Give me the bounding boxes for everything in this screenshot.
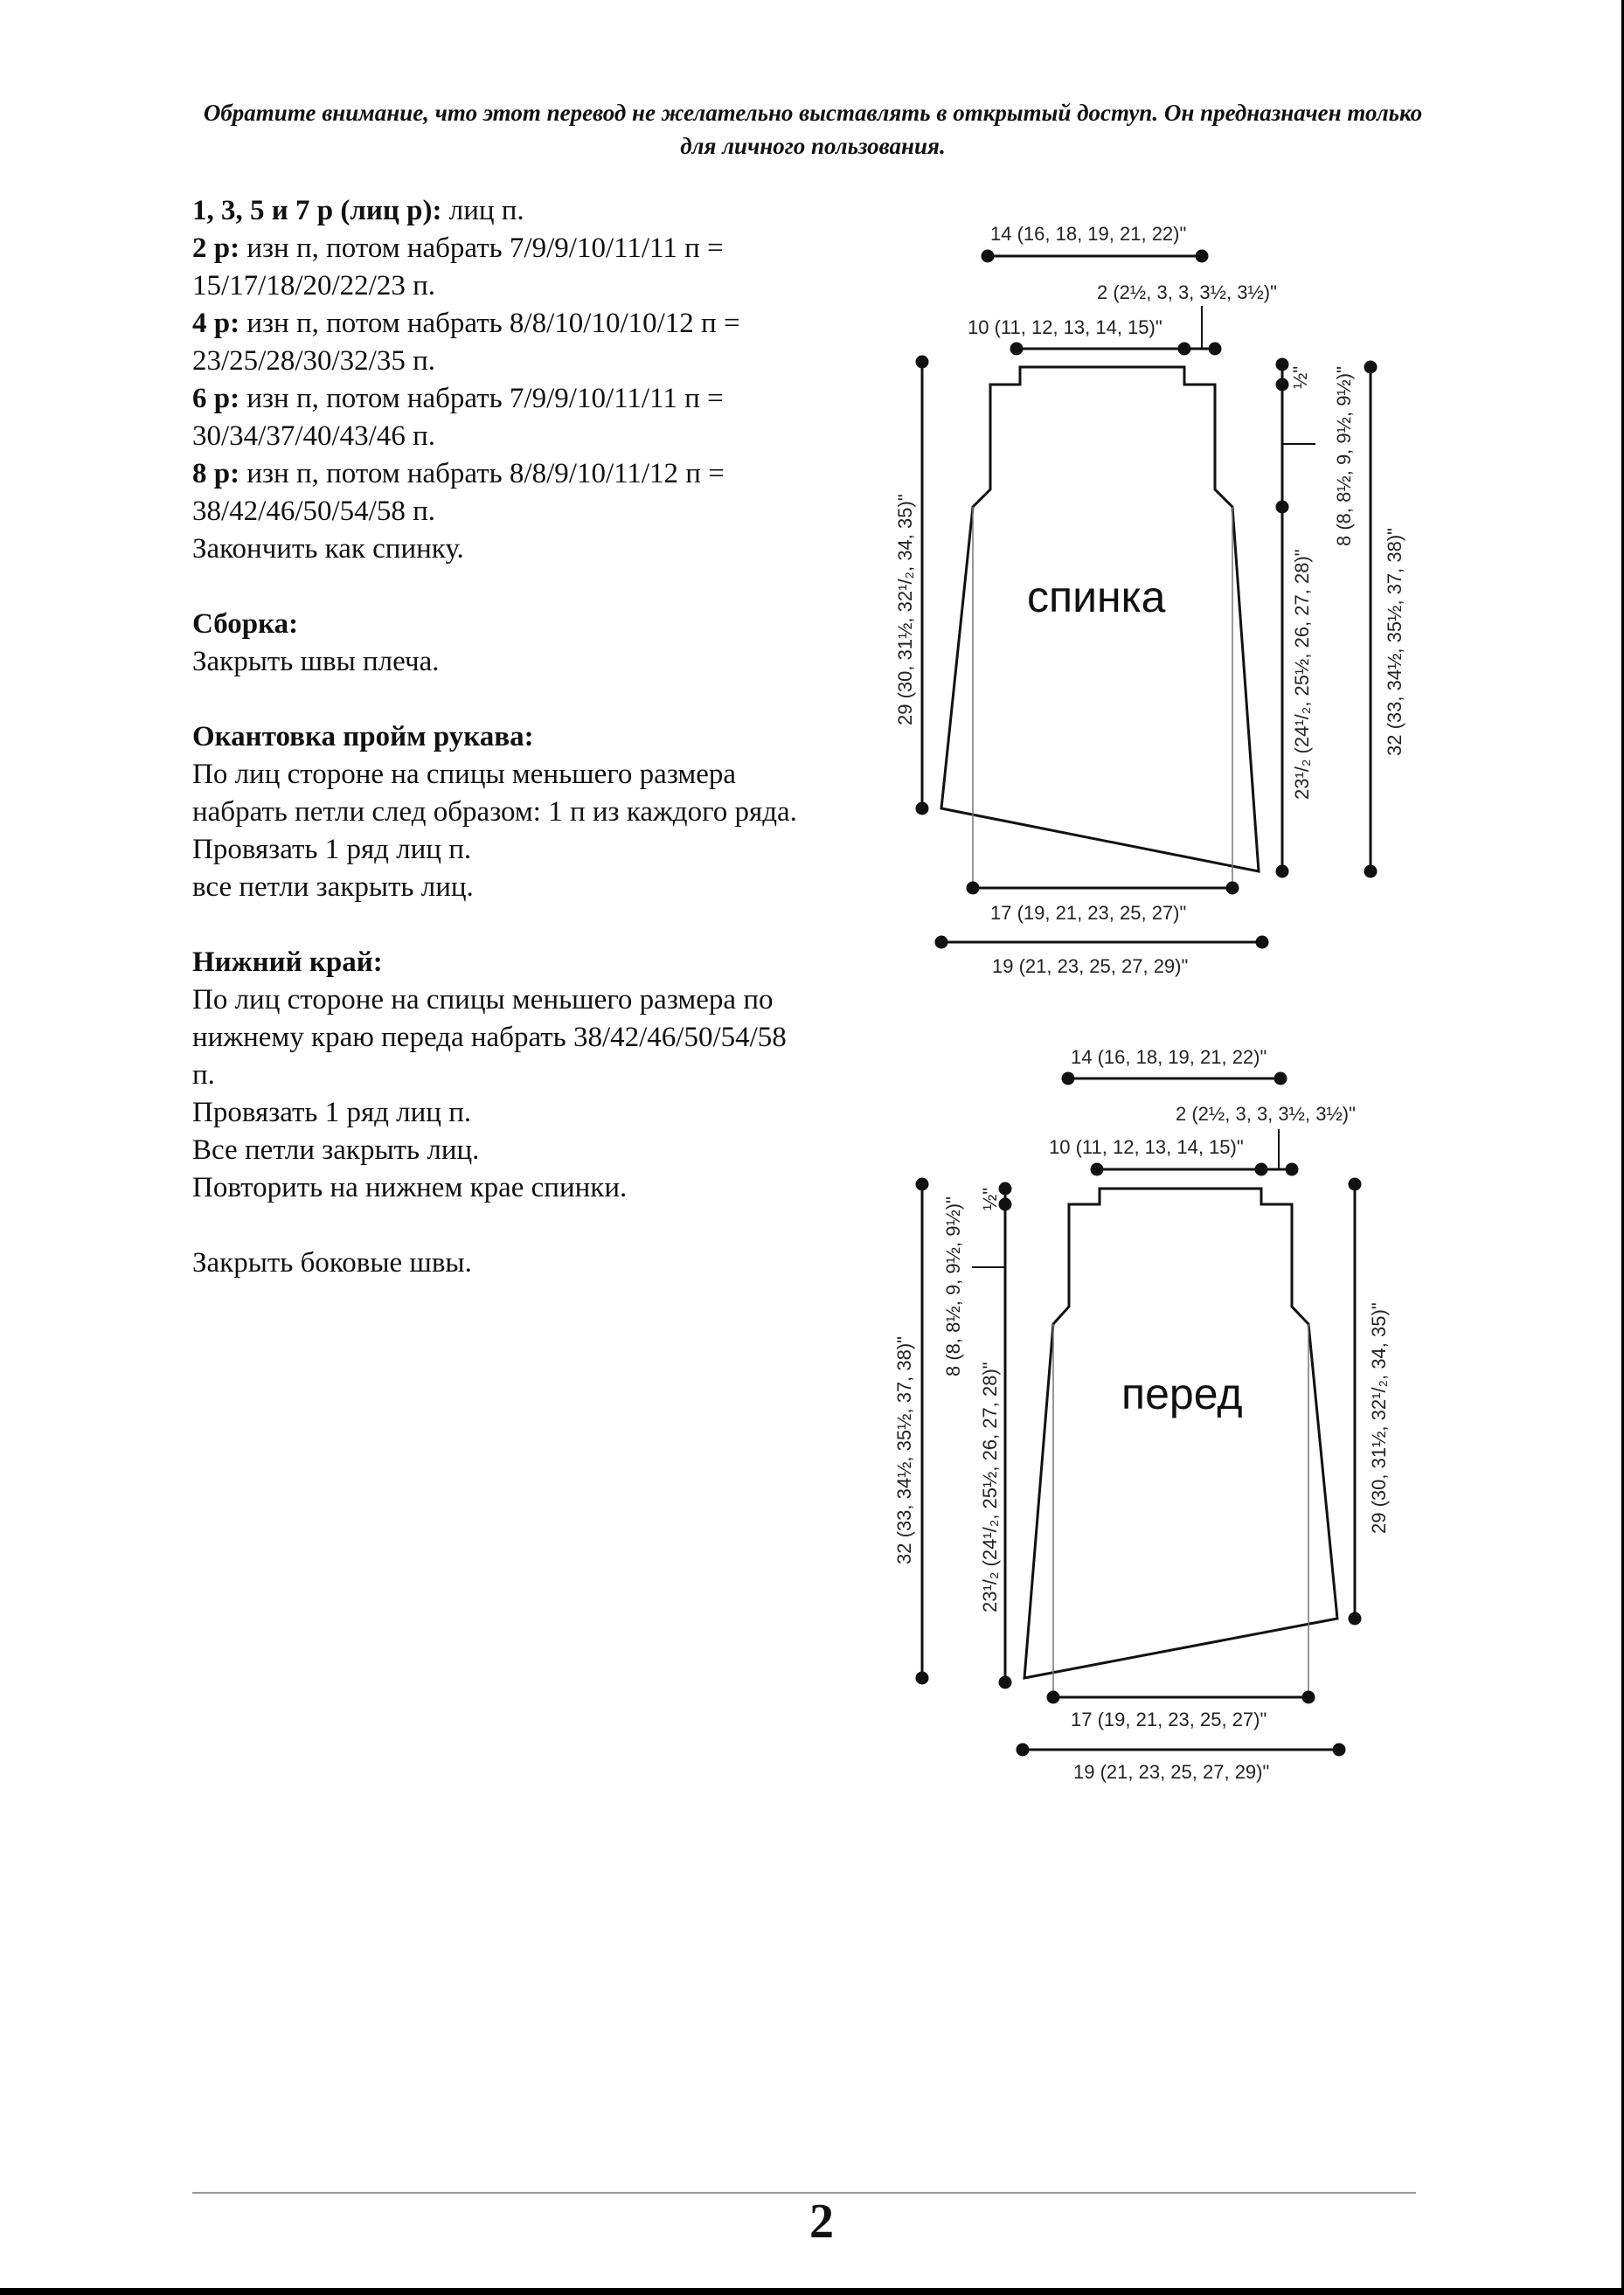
back-shoulder-label: 2 (2½, 3, 3, 3½, 3½)" [1097, 281, 1277, 303]
heading-text: Сборка: [192, 608, 299, 640]
row-label: 2 р: [192, 232, 240, 264]
front-bottom-width-2-label: 19 (21, 23, 25, 27, 29)" [1073, 1761, 1270, 1783]
bottom-line: Повторить на нижнем крае спинки. [192, 1172, 628, 1203]
finish-text: Закончить как спинку. [192, 533, 464, 565]
front-neck-width-label: 14 (16, 18, 19, 21, 22)" [1071, 1046, 1267, 1068]
side-seams-text: Закрыть боковые швы. [192, 1247, 472, 1279]
row-text: лиц п. [441, 195, 524, 226]
row-label: 6 р: [192, 383, 240, 414]
page-number: 2 [809, 2194, 834, 2249]
back-top-width-label: 10 (11, 12, 13, 14, 15)" [968, 316, 1162, 338]
armhole-line: Провязать 1 ряд лиц п. [192, 834, 472, 865]
front-side-length-label: 23¹/₂ (24¹/₂, 25½, 26, 27, 28)" [979, 1362, 1001, 1612]
back-half-label: ½" [1289, 365, 1311, 389]
notice-text: Обратите внимание, что этот перевод не желательно выставлять в открытый доступ. Он предназначен только для личного пользования. [203, 100, 1423, 159]
front-half-label: ½" [979, 1187, 1001, 1210]
row-text: изн п, потом набрать 7/9/9/10/11/11 п = 30/34/37/40/43/46 п. [192, 383, 724, 452]
back-side-length-label: 23¹/₂ (24¹/₂, 25½, 26, 27, 28)" [1291, 549, 1313, 800]
front-top-width-label: 10 (11, 12, 13, 14, 15)" [1049, 1136, 1244, 1158]
back-armhole-label: 8 (8, 8½, 9, 9½, 9½)" [1333, 366, 1355, 546]
row-label: 1, 3, 5 и 7 р (лиц р): [192, 195, 442, 226]
row-label: 4 р: [192, 308, 240, 339]
back-title: спинка [1027, 572, 1166, 621]
back-right-length-label: 32 (33, 34½, 35½, 37, 38)" [1384, 528, 1405, 756]
assembly-line: Закрыть швы плеча. [192, 646, 440, 677]
front-armhole-label: 8 (8, 8½, 9, 9½, 9½)" [942, 1196, 964, 1376]
row-label: 8 р: [192, 458, 240, 489]
front-right-length-label: 29 (30, 31½, 32¹/₂, 34, 35)" [1368, 1302, 1390, 1534]
bottom-line: По лиц стороне на спицы меньшего размера по нижнему краю переда набрать 38/42/46/50/54/58 п. [192, 984, 787, 1091]
bottom-line: Провязать 1 ряд лиц п. [192, 1097, 472, 1128]
front-outline [1024, 1189, 1337, 1678]
armhole-line: все петли закрыть лиц. [192, 871, 474, 903]
row-text: изн п, потом набрать 8/8/10/10/10/12 п = 23/25/28/30/32/35 п. [192, 308, 740, 377]
row-text: изн п, потом набрать 7/9/9/10/11/11 п = 15/17/18/20/22/23 п. [192, 232, 724, 302]
back-left-length-label: 29 (30, 31½, 32¹/₂, 34, 35)" [894, 494, 916, 725]
heading-text: Нижний край: [192, 946, 383, 978]
back-bottom-width-2-label: 19 (21, 23, 25, 27, 29)" [992, 955, 1189, 977]
back-neck-width-label: 14 (16, 18, 19, 21, 22)" [990, 223, 1187, 245]
bottom-line: Все петли закрыть лиц. [192, 1134, 480, 1166]
back-bottom-width-1-label: 17 (19, 21, 23, 25, 27)" [990, 902, 1187, 924]
front-bottom-width-1-label: 17 (19, 21, 23, 25, 27)" [1071, 1709, 1267, 1730]
front-left-length-label: 32 (33, 34½, 35½, 37, 38)" [893, 1336, 915, 1564]
row-text: изн п, потом набрать 8/8/9/10/11/12 п = 38/42/46/50/54/58 п. [192, 458, 725, 527]
front-shoulder-label: 2 (2½, 3, 3, 3½, 3½)" [1176, 1103, 1356, 1125]
front-title: перед [1121, 1369, 1243, 1418]
heading-text: Окантовка пройм рукава: [192, 721, 534, 752]
armhole-line: По лиц стороне на спицы меньшего размера набрать петли след образом: 1 п из каждого ряда. [192, 759, 797, 828]
